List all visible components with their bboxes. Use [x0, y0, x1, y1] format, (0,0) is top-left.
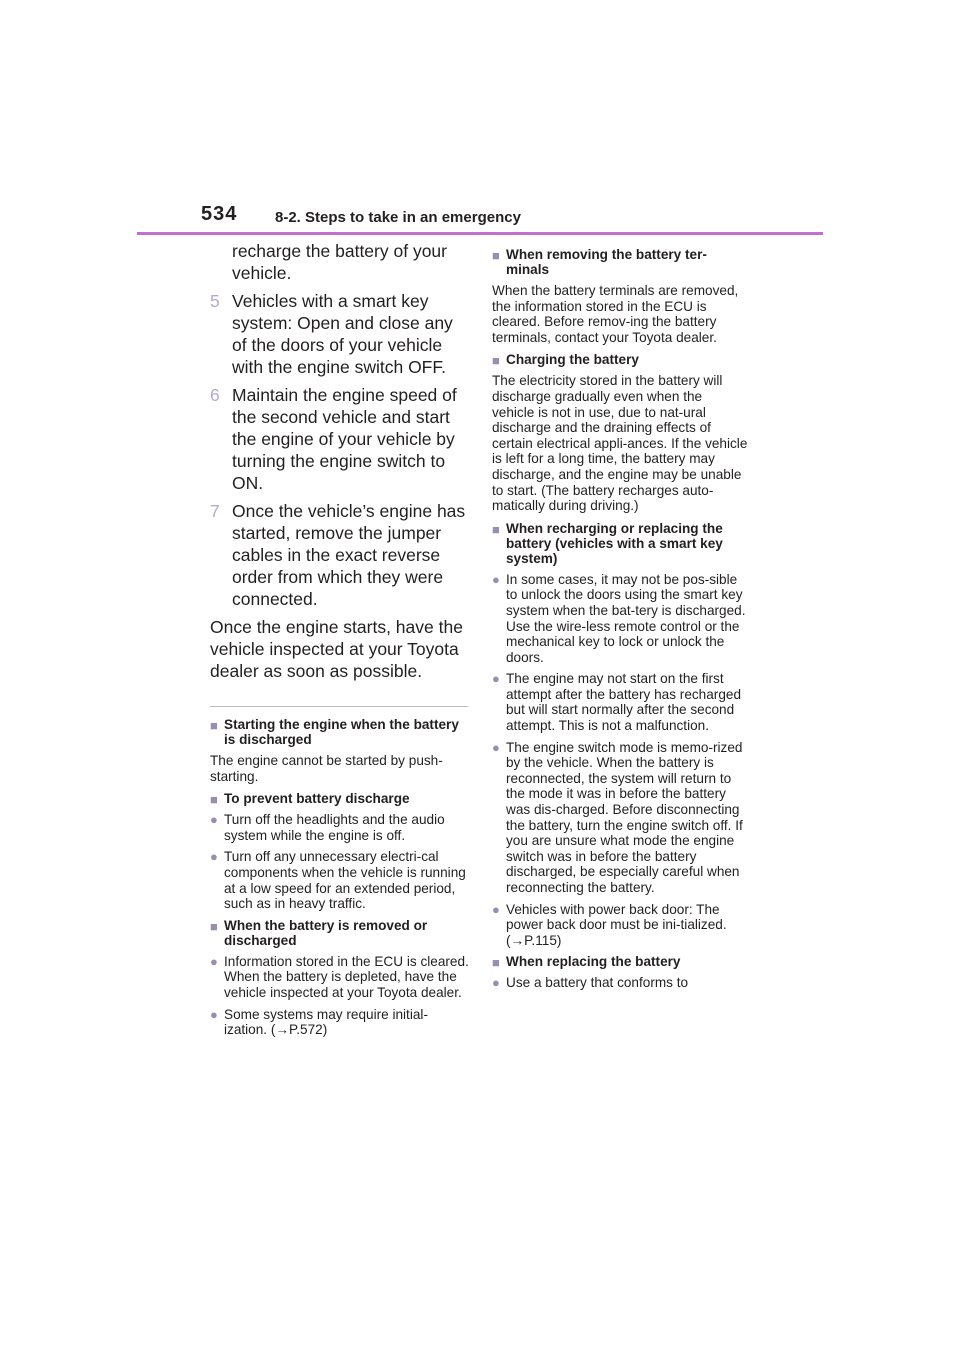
- square-bullet-icon: ■: [492, 248, 500, 263]
- round-bullet-icon: ●: [210, 953, 218, 969]
- round-bullet-icon: ●: [492, 975, 500, 991]
- step-6: [210, 384, 470, 494]
- section-heading: ■ Starting the engine when the battery is discharged: [210, 717, 459, 747]
- section-title: 8-2. Steps to take in an emergency: [275, 209, 521, 226]
- list-item: ● The engine switch mode is memo-rized by the vehicle. When the battery is reconnected, the system will return to the mode it was in before the battery was dis-charged. Before disconnecting the battery, turn the engine switch off. If you are unsure what mode the engine switch was in before the battery discharged, be especially careful when reconnecting the battery.: [492, 739, 743, 895]
- step-7: [210, 500, 470, 610]
- round-bullet-icon: ●: [492, 571, 500, 587]
- after-steps-text: Once the engine starts, have the vehicle inspected at your Toyota dealer as soon as possible.: [210, 617, 463, 681]
- list-item: ● Vehicles with power back door: The power back door must be ini-tialized. (→P.115): [492, 901, 727, 948]
- left-column: [210, 240, 470, 1044]
- section-text: When the battery terminals are removed, the information stored in the ECU is cleared. Before remov-ing the battery terminals, contact your Toyota dealer.: [492, 283, 739, 345]
- section-heading: ■ When recharging or replacing the battery (vehicles with a smart key system): [492, 520, 723, 566]
- step-text: Maintain the engine speed of the second vehicle and start the engine of your vehicle by turning the engine switch to ON.: [232, 385, 457, 493]
- list-item: ● The engine may not start on the first attempt after the battery has recharged but will start normally after the second attempt. This is not a malfunction.: [492, 671, 742, 734]
- square-bullet-icon: ■: [210, 792, 218, 808]
- list-item: ● Turn off the headlights and the audio system while the engine is off.: [210, 812, 445, 843]
- step-number: 7: [210, 501, 220, 521]
- section-heading: ■ When replacing the battery: [492, 954, 681, 971]
- list-item: ● Some systems may require initial-ization. (→P.572): [210, 1006, 428, 1038]
- square-bullet-icon: ■: [210, 918, 218, 934]
- square-bullet-icon: ■: [492, 521, 500, 537]
- square-bullet-icon: ■: [210, 718, 218, 733]
- step-text: Once the vehicle’s engine has started, remove the jumper cables in the exact reverse order from which they were connected.: [232, 501, 466, 609]
- section-heading: ■ When the battery is removed or discharged: [210, 917, 428, 948]
- square-bullet-icon: ■: [492, 955, 500, 971]
- square-bullet-icon: ■: [492, 353, 500, 369]
- page-number: 534: [201, 203, 238, 225]
- round-bullet-icon: ●: [492, 901, 500, 917]
- list-item: ● Use a battery that conforms to: [492, 975, 689, 991]
- list-item: ● In some cases, it may not be pos-sible to unlock the doors using the smart key system when the bat-tery is discharged. Use the wire-less remote control or the mechanical key to lock or unlock the doors.: [492, 571, 746, 665]
- round-bullet-icon: ●: [492, 671, 500, 687]
- right-column: [492, 243, 748, 997]
- round-bullet-icon: ●: [210, 849, 218, 865]
- section-heading: ■ Charging the battery: [492, 352, 639, 369]
- list-item: ● Information stored in the ECU is cleared. When the battery is depleted, have the vehicle inspected at your Toyota dealer.: [210, 953, 469, 1000]
- header-rule: [137, 232, 823, 235]
- section-text: The electricity stored in the battery will discharge gradually even when the vehicle is not in use, due to nat-ural discharge and the draining effects of certain electrical appli-ances. If the vehicle is left for a long time, the battery may discharge, and the engine may be unable to start. (The battery recharges auto-matically during driving.): [492, 373, 748, 514]
- step-number: 6: [210, 385, 220, 405]
- step-continuation: recharge the battery of your vehicle.: [232, 241, 447, 283]
- step-text: Vehicles with a smart key system: Open and close any of the doors of your vehicle with the engine switch OFF.: [232, 291, 453, 377]
- divider: [210, 706, 468, 707]
- step-5: [210, 290, 470, 378]
- section-heading: ■ To prevent battery discharge: [210, 791, 410, 808]
- round-bullet-icon: ●: [492, 739, 500, 755]
- section-heading: ■ When removing the battery ter-minals: [492, 247, 707, 277]
- step-number: 5: [210, 291, 220, 311]
- section-text: The engine cannot be started by push-starting.: [210, 753, 443, 784]
- list-item: ● Turn off any unnecessary electri-cal components when the vehicle is running at a low speed for an extended period, such as in heavy traffic.: [210, 849, 466, 912]
- round-bullet-icon: ●: [210, 1006, 218, 1022]
- round-bullet-icon: ●: [210, 812, 218, 828]
